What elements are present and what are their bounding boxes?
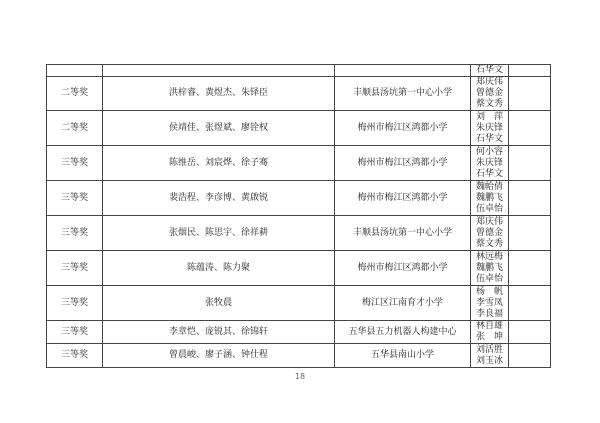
extra-cell [509, 286, 551, 321]
members-cell: 陈蕴涛、陈力聚 [103, 251, 335, 286]
teachers-cell [471, 77, 509, 111]
extra-cell [509, 216, 551, 251]
members-cell: 陈维岳、刘宸烨、徐子骞 [103, 146, 335, 181]
teacher-name: 曾德金 [475, 227, 503, 238]
teachers-cell [471, 251, 509, 286]
school-cell [335, 65, 471, 77]
teacher-name: 刘活胜 [475, 344, 503, 355]
table-row [47, 251, 551, 286]
table-row [47, 344, 551, 368]
school-cell: 梅州市梅江区鸿都小学 [335, 146, 471, 181]
table-row-continued [47, 65, 551, 77]
prize-cell: 三等奖 [47, 251, 103, 286]
members-cell: 洪梓睿、黄煜杰、朱铎臣 [103, 77, 335, 111]
prize-cell: 三等奖 [47, 286, 103, 321]
extra-cell [509, 65, 551, 77]
teacher-name: 朱庆锋 [475, 157, 503, 168]
members-cell: 侯靖佳、张煜斌、廖铨权 [103, 111, 335, 146]
teacher-name: 石华文 [475, 168, 503, 179]
teacher-name: 蔡文秀 [475, 99, 503, 109]
awards-table [46, 64, 551, 368]
table-row [47, 77, 551, 111]
teacher-name: 蔡文秀 [475, 238, 503, 249]
extra-cell [509, 181, 551, 216]
table-row [47, 181, 551, 216]
extra-cell [509, 77, 551, 111]
teacher-name: 刘 萍 [475, 111, 503, 122]
prize-cell: 二等奖 [47, 77, 103, 111]
extra-cell [509, 111, 551, 146]
prize-cell: 三等奖 [47, 146, 103, 181]
teacher-name: 何小容 [475, 146, 503, 157]
teachers-cell [471, 344, 509, 368]
members-cell: 张牧晨 [103, 286, 335, 321]
teacher-name: 郑庆伟 [475, 216, 503, 227]
teacher-name: 石华文 [475, 133, 503, 144]
members-cell: 李章恺、庞锐其、徐锦轩 [103, 321, 335, 344]
teacher-name: 杨 帆 [475, 286, 503, 297]
teacher-name: 石华文 [475, 65, 503, 75]
school-cell: 梅州市梅江区鸿都小学 [335, 111, 471, 146]
table-row [47, 321, 551, 344]
prize-cell [47, 65, 103, 77]
prize-cell: 二等奖 [47, 111, 103, 146]
prize-cell: 三等奖 [47, 344, 103, 368]
extra-cell [509, 146, 551, 181]
prize-cell: 三等奖 [47, 181, 103, 216]
teachers-cell [471, 111, 509, 146]
members-cell: 张烟民、陈思宇、徐祥耕 [103, 216, 335, 251]
teacher-name: 李良福 [475, 308, 503, 319]
teacher-name: 李雪凤 [475, 297, 503, 308]
teachers-cell [471, 181, 509, 216]
members-cell: 裴浩程、李彦博、黄啟锐 [103, 181, 335, 216]
table-row [47, 146, 551, 181]
teachers-cell [471, 65, 509, 77]
teachers-cell [471, 286, 509, 321]
teacher-name: 伍卓怡 [475, 203, 503, 214]
school-cell: 梅州市梅江区鸿都小学 [335, 181, 471, 216]
members-cell: 曾晨峻、廖子涵、钟仕程 [103, 344, 335, 368]
teacher-name: 郑庆伟 [475, 77, 503, 87]
teachers-cell [471, 321, 509, 344]
teachers-cell [471, 216, 509, 251]
teacher-name: 朱庆锋 [475, 122, 503, 133]
school-cell: 梅州市梅江区鸿都小学 [335, 251, 471, 286]
school-cell: 五华县南山小学 [335, 344, 471, 368]
table-row [47, 111, 551, 146]
members-cell [103, 65, 335, 77]
extra-cell [509, 321, 551, 344]
extra-cell [509, 251, 551, 286]
teacher-name: 张 坤 [475, 332, 503, 342]
extra-cell [509, 344, 551, 368]
teacher-name: 魏鹏飞 [475, 192, 503, 203]
teacher-name: 刘玉冰 [475, 355, 503, 366]
school-cell: 梅江区江南育才小学 [335, 286, 471, 321]
teacher-name: 林自雄 [475, 321, 503, 331]
table-row [47, 216, 551, 251]
teacher-name: 曾德金 [475, 88, 503, 98]
school-cell: 丰顺县汤坑第一中心小学 [335, 77, 471, 111]
prize-cell: 三等奖 [47, 216, 103, 251]
teacher-name: 魏帢倩 [475, 181, 503, 192]
table-row [47, 286, 551, 321]
teacher-name: 伍卓怡 [475, 273, 503, 284]
teachers-cell [471, 146, 509, 181]
school-cell: 丰顺县汤坑第一中心小学 [335, 216, 471, 251]
teacher-name: 林远梅 [475, 251, 503, 262]
school-cell: 五华县五力机器人构建中心 [335, 321, 471, 344]
teacher-name: 魏鹏飞 [475, 262, 503, 273]
prize-cell: 三等奖 [47, 321, 103, 344]
page-number: 18 [294, 372, 306, 381]
